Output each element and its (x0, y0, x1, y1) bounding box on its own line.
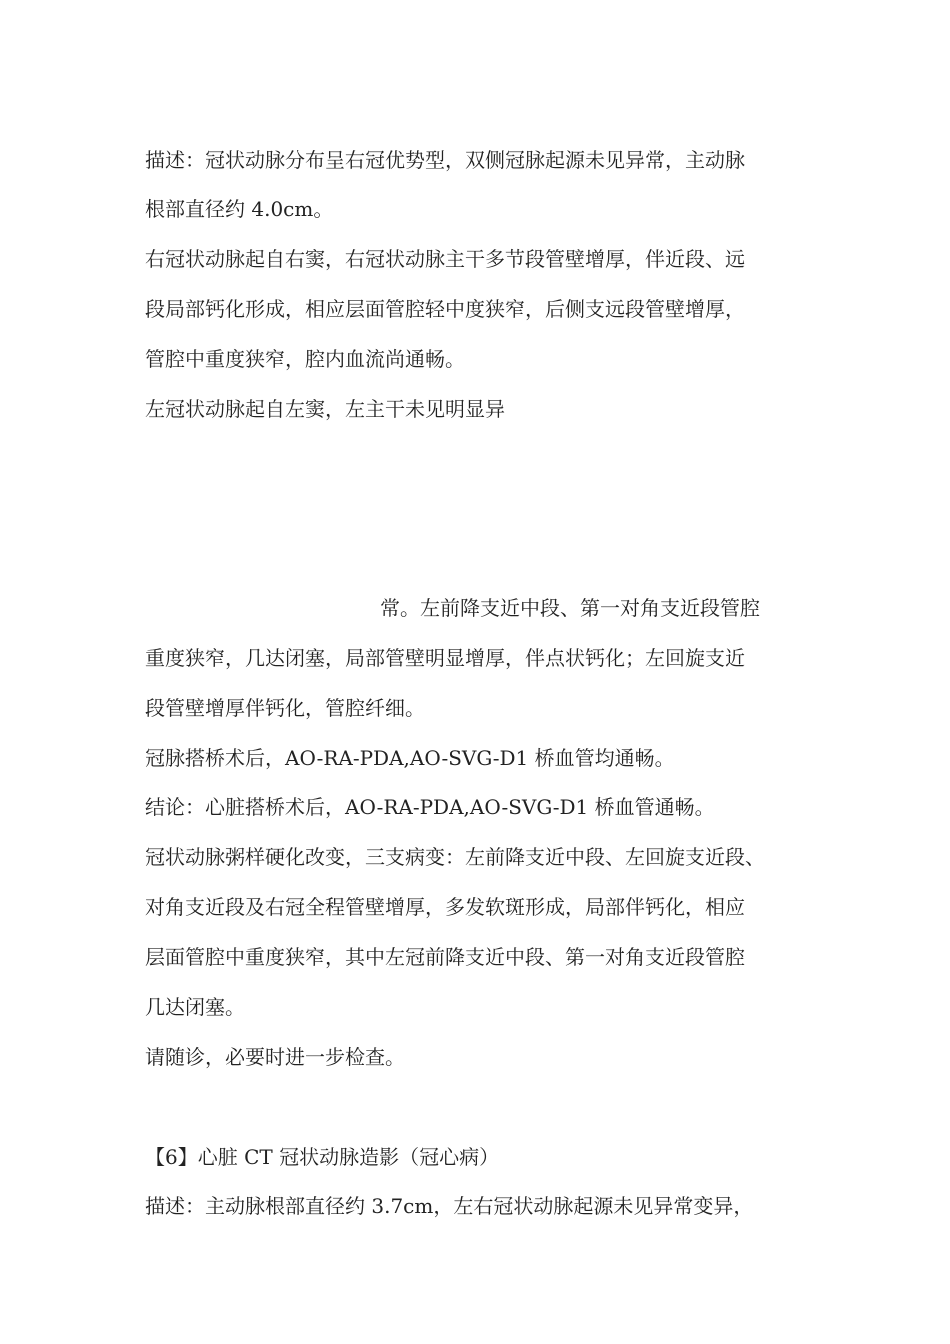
text-line: 管腔中重度狭窄，腔内血流尚通畅。 (145, 347, 465, 371)
text-line: 段管壁增厚伴钙化，管腔纤细。 (145, 696, 425, 720)
text-line: 请随诊，必要时进一步检查。 (145, 1045, 405, 1069)
text-line: 段局部钙化形成，相应层面管腔轻中度狭窄，后侧支远段管壁增厚， (145, 297, 745, 321)
text-line: 冠状动脉粥样硬化改变，三支病变：左前降支近中段、左回旋支近段、 (145, 845, 765, 869)
text-line: 常。左前降支近中段、第一对角支近段管腔 (380, 596, 760, 620)
text-line: 描述：主动脉根部直径约 3.7cm，左右冠状动脉起源未见异常变异， (145, 1194, 754, 1218)
text-line: 几达闭塞。 (145, 995, 245, 1019)
section-heading: 【6】心脏 CT 冠状动脉造影（冠心病） (145, 1145, 500, 1169)
text-line: 冠脉搭桥术后，AO-RA-PDA,AO-SVG-D1 桥血管均通畅。 (145, 746, 675, 770)
text-line: 层面管腔中重度狭窄，其中左冠前降支近中段、第一对角支近段管腔 (145, 945, 745, 969)
text-line: 对角支近段及右冠全程管壁增厚，多发软斑形成，局部伴钙化，相应 (145, 895, 745, 919)
text-line: 重度狭窄，几达闭塞，局部管壁明显增厚，伴点状钙化；左回旋支近 (145, 646, 745, 670)
conclusion-line: 结论：心脏搭桥术后，AO-RA-PDA,AO-SVG-D1 桥血管通畅。 (145, 795, 715, 819)
text-line: 根部直径约 4.0cm。 (145, 197, 334, 221)
text-line: 左冠状动脉起自左窦，左主干未见明显异 (145, 397, 505, 421)
text-line: 描述：冠状动脉分布呈右冠优势型，双侧冠脉起源未见异常，主动脉 (145, 148, 745, 172)
text-line: 右冠状动脉起自右窦，右冠状动脉主干多节段管壁增厚，伴近段、远 (145, 247, 745, 271)
